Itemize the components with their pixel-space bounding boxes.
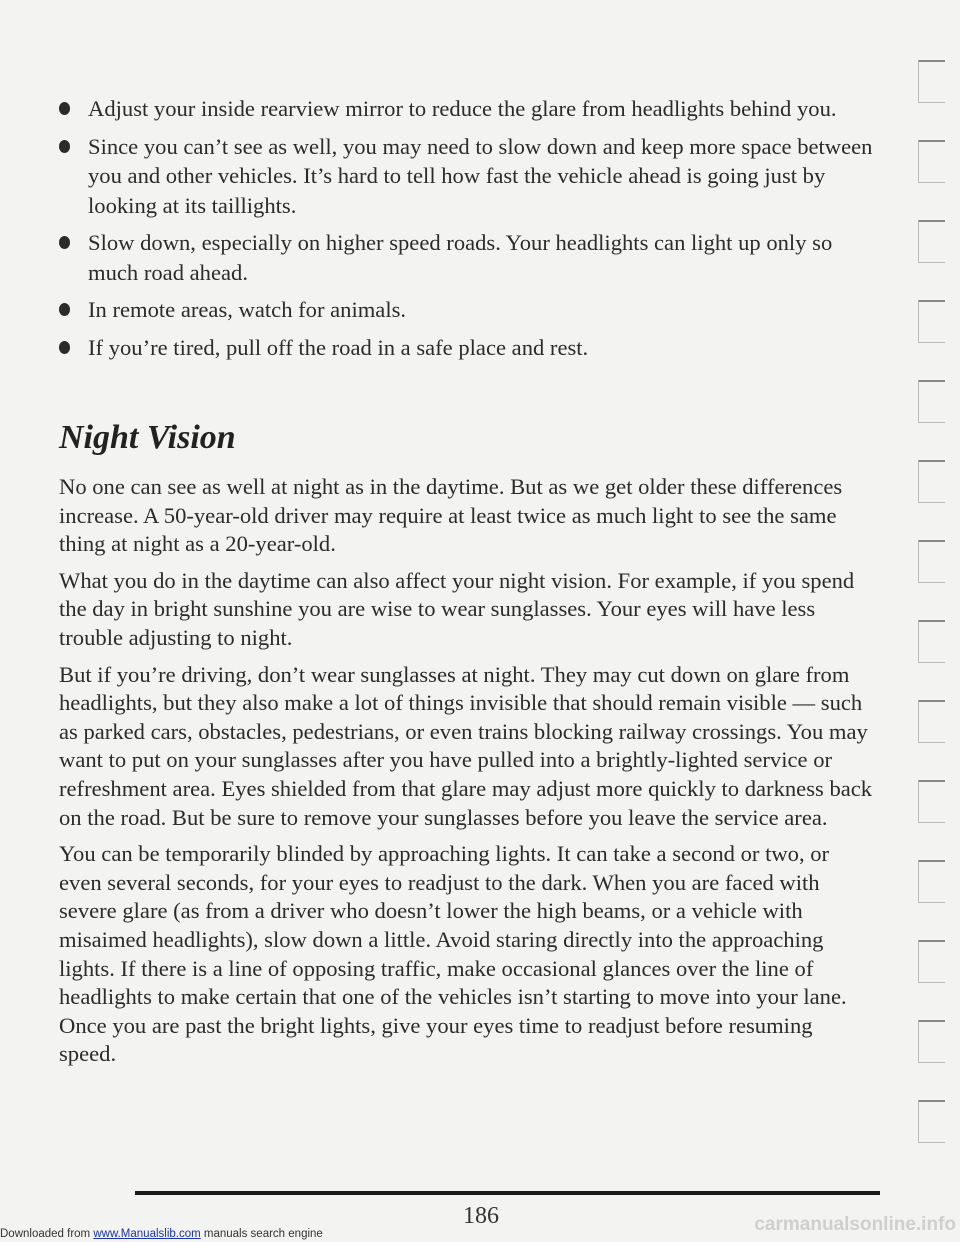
paragraph: No one can see as well at night as in the daytime. But as we get older these differences increase. A 50-year-old driver may require at least twice as much light to see the same thing at night as a 20-year-old.	[59, 474, 843, 557]
bullet-dot-icon	[59, 236, 70, 249]
bullet-text: Adjust your inside rearview mirror to reduce the glare from headlights behind you.	[88, 96, 837, 121]
footer-prefix: Downloaded from	[0, 1228, 94, 1240]
paragraph: You can be temporarily blinded by approaching lights. It can take a second or two, or even several seconds, for your eyes to readjust to the dark. When you are faced with severe glare (as from a driver who doesn’t lower the high beams, or a vehicle with misaimed headlights), slow down a little. Avoid staring directly into the approaching lights. If there is a line of opposing traffic, make occasional glances over the line of headlights to make certain that one of the vehicles isn’t starting to move into your lane. Once you are past the bright lights, give your eyes time to readjust before resuming speed.	[59, 841, 847, 1067]
page-number: 186	[463, 1203, 499, 1229]
watermark: carmanualsonline.info	[754, 1214, 956, 1235]
bullet-list	[58, 94, 888, 370]
index-tab	[918, 860, 945, 903]
bullet-text: Since you can’t see as well, you may need to slow down and keep more space between you and other vehicles. It’s hard to tell how fast the vehicle ahead is going just by looking at its taillights.	[88, 133, 873, 218]
bullet-dot-icon	[59, 303, 70, 316]
bullet-dot-icon	[59, 140, 70, 153]
index-tab	[918, 1100, 945, 1143]
section-title: Night Vision	[59, 419, 236, 456]
thumb-index-tabs	[918, 60, 948, 1180]
bullet-text: In remote areas, watch for animals.	[88, 297, 407, 322]
index-tab	[918, 60, 945, 103]
bullet-dot-icon	[59, 341, 70, 354]
paragraph: What you do in the daytime can also affect your night vision. For example, if you spend the day in bright sunshine you are wise to wear sunglasses. Your eyes will have less trouble adjusting to night.	[59, 567, 855, 650]
list-item	[58, 228, 888, 287]
bullet-text: Slow down, especially on higher speed roads. Your headlights can light up only so much road ahead.	[88, 230, 833, 285]
index-tab	[918, 460, 945, 503]
list-item	[58, 295, 888, 325]
index-tab	[918, 620, 945, 663]
index-tab	[918, 380, 945, 423]
index-tab	[918, 940, 945, 983]
index-tab	[918, 140, 945, 183]
list-item	[58, 132, 888, 221]
index-tab	[918, 700, 945, 743]
paragraph: But if you’re driving, don’t wear sunglasses at night. They may cut down on glare from headlights, but they also make a lot of things invisible that should remain visible — such as parked cars, obstacles, pedestrians, or even trains blocking railway crossings. You may want to put on your sunglasses after you have pulled into a brightly-lighted service or refreshment area. Eyes shielded from that glare may adjust more quickly to darkness back on the road. But be sure to remove your sunglasses before you leave the service area.	[59, 661, 873, 830]
list-item	[58, 333, 888, 363]
bullet-text: If you’re tired, pull off the road in a safe place and rest.	[88, 334, 589, 360]
index-tab	[918, 300, 945, 343]
index-tab	[918, 220, 945, 263]
index-tab	[918, 780, 945, 823]
manualslib-link[interactable]: www.Manualslib.com	[93, 1228, 201, 1240]
footer-suffix: manuals search engine	[200, 1228, 323, 1240]
download-footer	[0, 1228, 323, 1240]
list-item	[58, 94, 888, 124]
index-tab	[918, 1020, 945, 1063]
footer-rule	[135, 1191, 880, 1195]
bullet-dot-icon	[59, 102, 70, 115]
body-text	[59, 473, 875, 1077]
index-tab	[918, 540, 945, 583]
